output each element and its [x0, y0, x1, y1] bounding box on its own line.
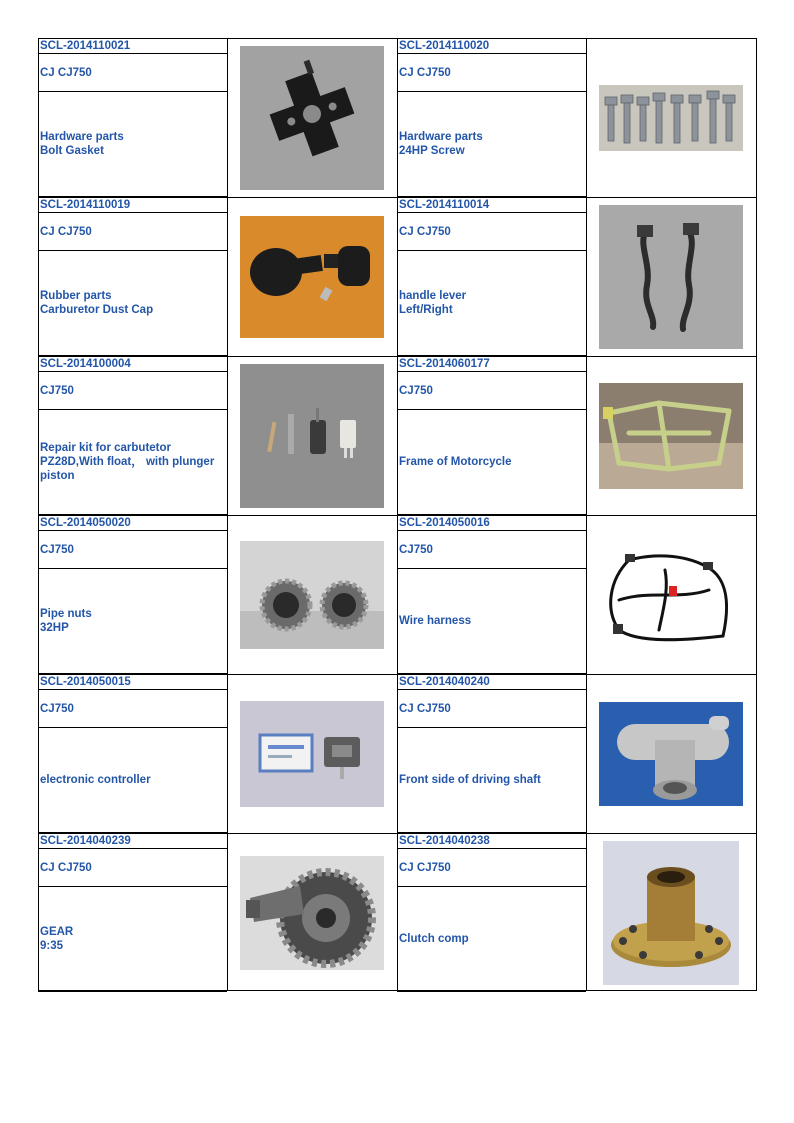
product-code: SCL-2014050016 — [397, 515, 586, 531]
product-info — [38, 674, 227, 833]
product-model: CJ750 — [38, 531, 227, 569]
product-code: SCL-2014040240 — [397, 674, 586, 690]
product-photo-cell — [227, 833, 397, 992]
motorcycle-frame-photo — [599, 383, 743, 489]
product-cell — [38, 674, 397, 833]
product-description-text: Hardware parts 24HP Screw — [399, 131, 483, 157]
product-description-text: Repair kit for carbutetor PZ28D,With float， with plunger piston — [40, 442, 215, 482]
product-photo-cell — [227, 674, 397, 833]
clutch-photo — [603, 841, 739, 985]
product-model: CJ CJ750 — [38, 213, 227, 251]
product-info — [38, 833, 227, 992]
pipe-nuts-photo — [240, 541, 384, 649]
product-description — [397, 251, 586, 356]
product-cell — [38, 833, 397, 992]
product-cell — [38, 515, 397, 674]
product-model: CJ CJ750 — [38, 54, 227, 92]
product-description — [397, 887, 586, 992]
product-cell — [38, 197, 397, 356]
product-photo-cell — [586, 197, 756, 356]
product-description — [38, 569, 227, 674]
product-info — [38, 356, 227, 515]
handle-lever-photo — [599, 205, 743, 349]
product-cell — [397, 356, 757, 515]
screws-photo — [599, 85, 743, 151]
product-description-text: Hardware parts Bolt Gasket — [40, 131, 124, 157]
product-photo-cell — [586, 38, 756, 197]
product-description-text: Clutch comp — [399, 933, 469, 945]
product-model: CJ CJ750 — [397, 54, 586, 92]
product-description — [38, 410, 227, 515]
product-description-text: Rubber parts Carburetor Dust Cap — [40, 290, 154, 316]
product-photo-cell — [586, 833, 756, 992]
product-model: CJ CJ750 — [397, 690, 586, 728]
product-photo-cell — [586, 356, 756, 515]
product-description-text: handle lever Left/Right — [399, 290, 467, 316]
product-description — [397, 92, 586, 197]
product-code: SCL-2014110021 — [38, 38, 227, 54]
product-photo-cell — [227, 38, 397, 197]
product-photo-cell — [227, 197, 397, 356]
product-description — [38, 251, 227, 356]
product-info — [38, 197, 227, 356]
product-code: SCL-2014060177 — [397, 356, 586, 372]
wire-harness-photo — [599, 540, 743, 650]
product-code: SCL-2014110019 — [38, 197, 227, 213]
product-code: SCL-2014100004 — [38, 356, 227, 372]
product-info — [397, 833, 586, 992]
product-cell — [38, 38, 397, 197]
product-description-text: electronic controller — [40, 774, 151, 786]
product-description — [397, 410, 586, 515]
product-cell — [397, 833, 757, 992]
product-code: SCL-2014110014 — [397, 197, 586, 213]
product-model: CJ750 — [38, 690, 227, 728]
product-code: SCL-2014110020 — [397, 38, 586, 54]
product-description-text: GEAR 9:35 — [40, 926, 74, 952]
product-photo-cell — [227, 515, 397, 674]
gear-photo — [240, 856, 384, 970]
product-model: CJ CJ750 — [38, 849, 227, 887]
product-code: SCL-2014050020 — [38, 515, 227, 531]
driving-shaft-photo — [599, 702, 743, 806]
product-cell — [397, 674, 757, 833]
product-description-text: Pipe nuts 32HP — [40, 608, 92, 634]
product-description — [397, 569, 586, 674]
product-description — [38, 728, 227, 833]
product-cell — [397, 515, 757, 674]
dust-cap-photo — [240, 216, 384, 338]
product-info — [397, 356, 586, 515]
product-cell — [38, 356, 397, 515]
product-cell — [397, 197, 757, 356]
product-description — [38, 887, 227, 992]
product-info — [397, 38, 586, 197]
product-model: CJ750 — [397, 531, 586, 569]
product-description — [38, 92, 227, 197]
product-description-text: Frame of Motorcycle — [399, 456, 512, 468]
bolt-gasket-photo — [240, 46, 384, 190]
product-cell — [397, 38, 757, 197]
product-code: SCL-2014050015 — [38, 674, 227, 690]
electronic-controller-photo — [240, 701, 384, 807]
product-info — [397, 674, 586, 833]
product-code: SCL-2014040238 — [397, 833, 586, 849]
repair-kit-photo — [240, 364, 384, 508]
product-description — [397, 728, 586, 833]
product-model: CJ750 — [397, 372, 586, 410]
product-info — [38, 515, 227, 674]
product-description-text: Front side of driving shaft — [399, 774, 541, 786]
product-info — [38, 38, 227, 197]
product-model: CJ CJ750 — [397, 213, 586, 251]
product-code: SCL-2014040239 — [38, 833, 227, 849]
product-info — [397, 197, 586, 356]
product-description-text: Wire harness — [399, 615, 472, 627]
product-model: CJ750 — [38, 372, 227, 410]
product-photo-cell — [227, 356, 397, 515]
product-catalog-table — [38, 38, 757, 991]
product-info — [397, 515, 586, 674]
product-model: CJ CJ750 — [397, 849, 586, 887]
product-photo-cell — [586, 515, 756, 674]
product-photo-cell — [586, 674, 756, 833]
